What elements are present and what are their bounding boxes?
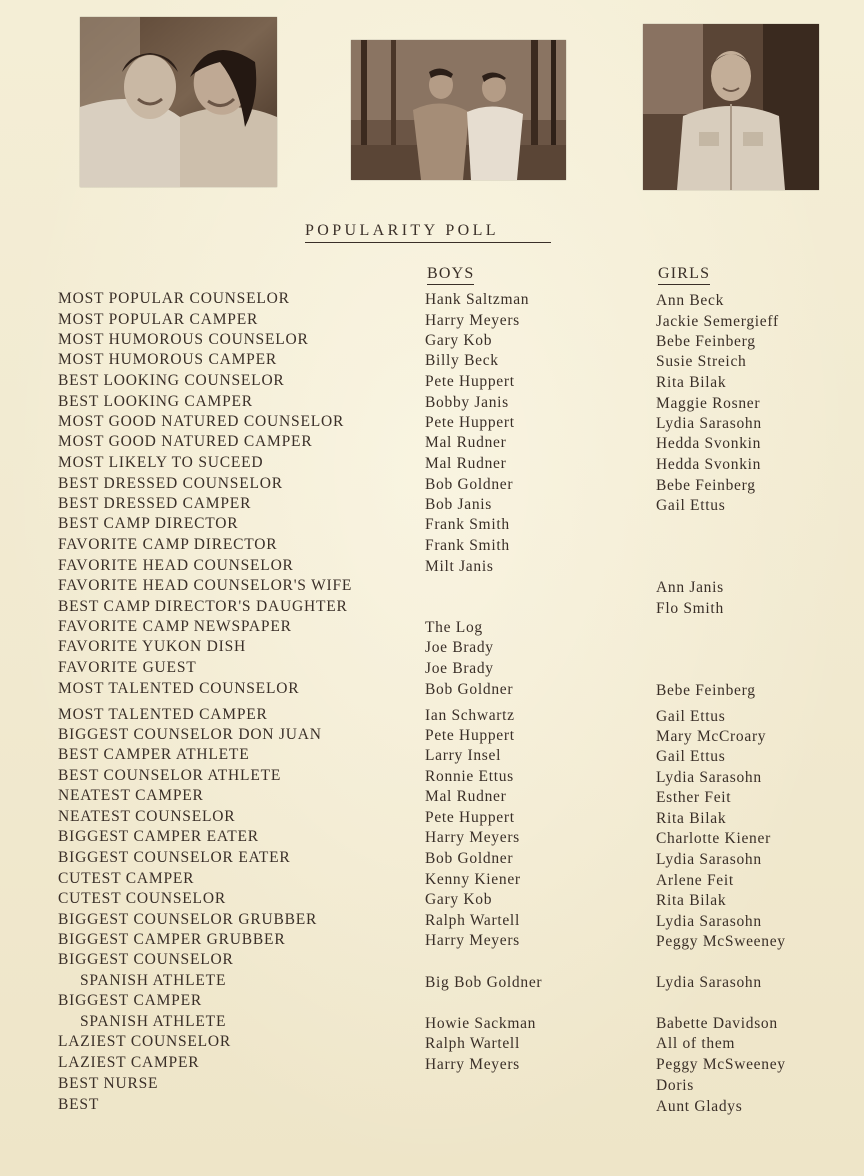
category-label: MOST HUMOROUS COUNSELOR	[58, 331, 309, 348]
girl-winner: Lydia Sarasohn	[656, 415, 762, 432]
poll-row	[0, 290, 864, 310]
girl-winner: Lydia Sarasohn	[656, 974, 762, 991]
poll-row	[0, 515, 864, 535]
boy-winner: Pete Huppert	[425, 414, 515, 431]
girl-winner: Maggie Rosner	[656, 395, 761, 412]
category-label: SPANISH ATHLETE	[80, 1013, 227, 1030]
boy-winner: Bobby Janis	[425, 394, 509, 411]
poll-row	[0, 311, 864, 331]
girl-winner: Esther Feit	[656, 789, 732, 806]
girl-winner: Aunt Gladys	[656, 1098, 743, 1115]
poll-row	[0, 413, 864, 433]
poll-row	[0, 951, 864, 971]
girl-winner: Babette Davidson	[656, 1015, 778, 1032]
girl-winner: Hedda Svonkin	[656, 456, 762, 473]
boy-winner: Milt Janis	[425, 558, 494, 575]
boy-winner: Mal Rudner	[425, 434, 507, 451]
boy-winner: Howie Sackman	[425, 1015, 537, 1032]
girl-winner: Lydia Sarasohn	[656, 851, 762, 868]
poll-row	[0, 598, 864, 618]
category-label: FAVORITE GUEST	[58, 659, 197, 676]
category-label: FAVORITE CAMP NEWSPAPER	[58, 618, 292, 635]
poll-row	[0, 726, 864, 746]
girl-winner: Gail Ettus	[656, 497, 726, 514]
boy-winner: Bob Goldner	[425, 850, 514, 867]
girl-winner: All of them	[656, 1035, 736, 1052]
girl-winner: Rita Bilak	[656, 892, 727, 909]
boy-winner: Frank Smith	[425, 537, 510, 554]
poll-row	[0, 931, 864, 951]
category-label: NEATEST COUNSELOR	[58, 808, 236, 825]
poll-row	[0, 808, 864, 828]
category-label: LAZIEST CAMPER	[58, 1054, 200, 1071]
poll-row	[0, 433, 864, 453]
poll-row	[0, 1033, 864, 1053]
girl-winner: Bebe Feinberg	[656, 333, 756, 350]
poll-row	[0, 495, 864, 515]
boy-winner: Hank Saltzman	[425, 291, 530, 308]
category-label: BEST CAMP DIRECTOR'S DAUGHTER	[58, 598, 348, 615]
category-label: MOST POPULAR COUNSELOR	[58, 290, 290, 307]
photo-man	[643, 24, 819, 190]
poll-row	[0, 351, 864, 371]
boy-winner: Big Bob Goldner	[425, 974, 543, 991]
girl-winner: Gail Ettus	[656, 708, 726, 725]
girl-winner: Lydia Sarasohn	[656, 769, 762, 786]
poll-row	[0, 828, 864, 848]
poll-row	[0, 849, 864, 869]
girl-winner: Arlene Feit	[656, 872, 734, 889]
boy-winner: Mal Rudner	[425, 455, 507, 472]
category-label: MOST HUMOROUS CAMPER	[58, 351, 277, 368]
girl-winner: Doris	[656, 1077, 694, 1094]
category-label: SPANISH ATHLETE	[80, 972, 227, 989]
boy-winner: Ralph Wartell	[425, 912, 520, 929]
girl-winner: Ann Janis	[656, 579, 724, 596]
category-label: FAVORITE HEAD COUNSELOR'S WIFE	[58, 577, 353, 594]
poll-row	[0, 911, 864, 931]
poll-row	[0, 706, 864, 726]
category-label: BEST NURSE	[58, 1075, 159, 1092]
girl-winner: Bebe Feinberg	[656, 682, 756, 699]
poll-row	[0, 787, 864, 807]
page-title: POPULARITY POLL	[305, 222, 551, 243]
girl-winner: Peggy McSweeney	[656, 1056, 786, 1073]
poll-row	[0, 870, 864, 890]
girl-winner: Peggy McSweeney	[656, 933, 786, 950]
boys-column-header: BOYS	[427, 265, 474, 285]
category-label: BIGGEST COUNSELOR	[58, 951, 234, 968]
poll-row	[0, 767, 864, 787]
boy-winner: Joe Brady	[425, 660, 494, 677]
girl-winner: Gail Ettus	[656, 748, 726, 765]
category-label: MOST GOOD NATURED CAMPER	[58, 433, 313, 450]
category-label: BIGGEST CAMPER	[58, 992, 202, 1009]
category-label: FAVORITE HEAD COUNSELOR	[58, 557, 294, 574]
boy-winner: Joe Brady	[425, 639, 494, 656]
girl-winner: Lydia Sarasohn	[656, 913, 762, 930]
boy-winner: Harry Meyers	[425, 829, 520, 846]
category-label: MOST POPULAR CAMPER	[58, 311, 259, 328]
poll-row	[0, 393, 864, 413]
category-label: BEST CAMP DIRECTOR	[58, 515, 239, 532]
boy-winner: Gary Kob	[425, 332, 493, 349]
girl-winner: Flo Smith	[656, 600, 724, 617]
girl-winner: Ann Beck	[656, 292, 725, 309]
boy-winner: Harry Meyers	[425, 1056, 520, 1073]
category-label: BIGGEST COUNSELOR GRUBBER	[58, 911, 318, 928]
category-label: CUTEST COUNSELOR	[58, 890, 226, 907]
category-label: MOST TALENTED COUNSELOR	[58, 680, 300, 697]
category-label: BEST LOOKING COUNSELOR	[58, 372, 285, 389]
boy-winner: Gary Kob	[425, 891, 493, 908]
category-label: BEST CAMPER ATHLETE	[58, 746, 250, 763]
girl-winner: Susie Streich	[656, 353, 747, 370]
poll-row	[0, 680, 864, 700]
boy-winner: The Log	[425, 619, 483, 636]
girl-winner: Hedda Svonkin	[656, 435, 762, 452]
category-label: FAVORITE CAMP DIRECTOR	[58, 536, 278, 553]
girl-winner: Bebe Feinberg	[656, 477, 756, 494]
boy-winner: Larry Insel	[425, 747, 502, 764]
category-label: LAZIEST COUNSELOR	[58, 1033, 232, 1050]
category-label: BIGGEST COUNSELOR DON JUAN	[58, 726, 322, 743]
boy-winner: Billy Beck	[425, 352, 499, 369]
boy-winner: Bob Janis	[425, 496, 493, 513]
poll-row	[0, 536, 864, 556]
poll-row	[0, 972, 864, 992]
category-label: MOST TALENTED CAMPER	[58, 706, 268, 723]
boy-winner: Pete Huppert	[425, 373, 515, 390]
photo-two-men	[351, 40, 566, 180]
poll-row	[0, 659, 864, 679]
girl-winner: Mary McCroary	[656, 728, 767, 745]
boy-winner: Ralph Wartell	[425, 1035, 520, 1052]
category-label: BEST DRESSED COUNSELOR	[58, 475, 283, 492]
poll-row	[0, 992, 864, 1012]
poll-row	[0, 638, 864, 658]
boy-winner: Mal Rudner	[425, 788, 507, 805]
boy-winner: Ronnie Ettus	[425, 768, 514, 785]
poll-row	[0, 890, 864, 910]
poll-row	[0, 1075, 864, 1095]
category-label: BIGGEST CAMPER GRUBBER	[58, 931, 286, 948]
boy-winner: Harry Meyers	[425, 932, 520, 949]
category-label: MOST GOOD NATURED COUNSELOR	[58, 413, 345, 430]
category-label: BEST COUNSELOR ATHLETE	[58, 767, 282, 784]
girl-winner: Rita Bilak	[656, 374, 727, 391]
boy-winner: Pete Huppert	[425, 809, 515, 826]
boy-winner: Harry Meyers	[425, 312, 520, 329]
category-label: FAVORITE YUKON DISH	[58, 638, 247, 655]
boy-winner: Frank Smith	[425, 516, 510, 533]
girl-winner: Charlotte Kiener	[656, 830, 771, 847]
boy-winner: Bob Goldner	[425, 476, 514, 493]
poll-row	[0, 1054, 864, 1074]
category-label: NEATEST CAMPER	[58, 787, 204, 804]
poll-row	[0, 331, 864, 351]
poll-row	[0, 372, 864, 392]
poll-row	[0, 475, 864, 495]
poll-row	[0, 1013, 864, 1033]
poll-row	[0, 618, 864, 638]
boy-winner: Ian Schwartz	[425, 707, 515, 724]
girl-winner: Jackie Semergieff	[656, 313, 779, 330]
poll-row	[0, 557, 864, 577]
boy-winner: Bob Goldner	[425, 681, 514, 698]
category-label: MOST LIKELY TO SUCEED	[58, 454, 264, 471]
girls-column-header: GIRLS	[658, 265, 710, 285]
category-label: CUTEST CAMPER	[58, 870, 195, 887]
boy-winner: Kenny Kiener	[425, 871, 521, 888]
poll-row	[0, 454, 864, 474]
boy-winner: Pete Huppert	[425, 727, 515, 744]
poll-row	[0, 577, 864, 597]
girl-winner: Rita Bilak	[656, 810, 727, 827]
category-label: BIGGEST COUNSELOR EATER	[58, 849, 291, 866]
photo-two-women	[80, 17, 277, 187]
poll-row	[0, 1096, 864, 1116]
category-label: BEST	[58, 1096, 100, 1113]
category-label: BEST DRESSED CAMPER	[58, 495, 252, 512]
category-label: BEST LOOKING CAMPER	[58, 393, 253, 410]
category-label: BIGGEST CAMPER EATER	[58, 828, 259, 845]
poll-row	[0, 746, 864, 766]
